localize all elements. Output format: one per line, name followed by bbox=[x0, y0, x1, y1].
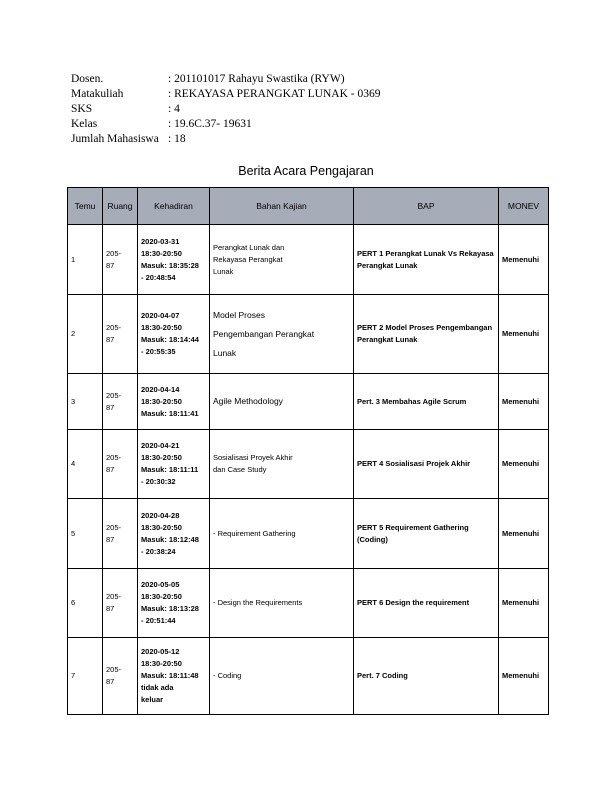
header-bap: BAP bbox=[354, 188, 499, 225]
kehadiran-line: keluar bbox=[141, 695, 164, 704]
ruang-line: 87 bbox=[106, 465, 115, 474]
cell-bahan-kajian bbox=[210, 569, 354, 638]
cell-kehadiran bbox=[138, 499, 210, 569]
cell-kehadiran bbox=[138, 430, 210, 499]
cell-bahan-kajian bbox=[210, 638, 354, 715]
table-row bbox=[68, 638, 549, 715]
bahan-line: - Design the Requirements bbox=[213, 598, 303, 607]
kehadiran-line: Masuk: 18:35:28 bbox=[141, 260, 199, 270]
ruang-line: 87 bbox=[106, 402, 115, 412]
info-value: : REKAYASA PERANGKAT LUNAK - 0369 bbox=[168, 88, 381, 100]
header-monev: MONEV bbox=[499, 188, 549, 225]
kehadiran-line: 18:30-20:50 bbox=[141, 522, 182, 532]
header-temu: Temu bbox=[68, 188, 103, 225]
kehadiran-line: - 20:30:32 bbox=[141, 477, 176, 486]
cell-temu: 6 bbox=[68, 569, 103, 638]
kehadiran-line: Masuk: 18:11:48 bbox=[141, 671, 199, 680]
cell-bap: PERT 6 Design the requirement bbox=[354, 569, 499, 638]
cell-bahan-kajian bbox=[210, 430, 354, 499]
table-row bbox=[68, 374, 549, 430]
cell-temu: 1 bbox=[68, 225, 103, 295]
kehadiran-line: 18:30-20:50 bbox=[141, 396, 182, 406]
cell-temu: 5 bbox=[68, 499, 103, 569]
cell-temu: 7 bbox=[68, 638, 103, 715]
cell-monev: Memenuhi bbox=[499, 499, 549, 569]
ruang-line: 87 bbox=[106, 335, 115, 344]
info-row-jumlah-mahasiswa bbox=[71, 132, 380, 147]
info-row-sks bbox=[71, 102, 380, 117]
kehadiran-line: 2020-04-14 bbox=[141, 384, 180, 394]
ruang-line: 87 bbox=[106, 534, 115, 544]
bahan-line: - Coding bbox=[213, 671, 242, 680]
cell-monev: Memenuhi bbox=[499, 225, 549, 295]
kehadiran-line: 18:30-20:50 bbox=[141, 659, 182, 668]
info-label: Jumlah Mahasiswa bbox=[71, 133, 159, 145]
bahan-line: dan Case Study bbox=[213, 465, 267, 474]
cell-bahan-kajian bbox=[210, 374, 354, 430]
cell-monev: Memenuhi bbox=[499, 569, 549, 638]
header-ruang: Ruang bbox=[103, 188, 138, 225]
cell-ruang bbox=[103, 430, 138, 499]
ruang-line: 87 bbox=[106, 260, 115, 270]
ruang-line: 205- bbox=[106, 390, 122, 400]
bahan-line: Pengembangan Perangkat bbox=[213, 328, 315, 339]
kehadiran-line: Masuk: 18:11:41 bbox=[141, 408, 199, 418]
kehadiran-line: 18:30-20:50 bbox=[141, 248, 182, 258]
table-header-row bbox=[68, 188, 549, 225]
kehadiran-line: 2020-03-31 bbox=[141, 236, 180, 246]
bahan-line: Model Proses bbox=[213, 309, 265, 320]
ruang-line: 87 bbox=[106, 604, 115, 613]
kehadiran-line: 18:30-20:50 bbox=[141, 453, 182, 462]
ruang-line: 205- bbox=[106, 665, 122, 674]
kehadiran-line: 2020-05-05 bbox=[141, 580, 180, 589]
bahan-line: Sosialisasi Proyek Akhir bbox=[213, 453, 293, 462]
cell-ruang bbox=[103, 638, 138, 715]
cell-bahan-kajian bbox=[210, 225, 354, 295]
table-row bbox=[68, 430, 549, 499]
kehadiran-line: - 20:55:35 bbox=[141, 347, 176, 356]
bahan-line: - Requirement Gathering bbox=[213, 528, 296, 538]
cell-monev: Memenuhi bbox=[499, 295, 549, 374]
info-value: : 201101017 Rahayu Swastika (RYW) bbox=[168, 73, 345, 85]
table-row bbox=[68, 225, 549, 295]
info-value: : 4 bbox=[168, 103, 180, 115]
table-row bbox=[68, 295, 549, 374]
kehadiran-line: 2020-04-07 bbox=[141, 311, 180, 320]
ruang-line: 205- bbox=[106, 248, 122, 258]
document-title: Berita Acara Pengajaran bbox=[238, 164, 374, 178]
cell-monev: Memenuhi bbox=[499, 638, 549, 715]
cell-monev: Memenuhi bbox=[499, 374, 549, 430]
cell-temu: 4 bbox=[68, 430, 103, 499]
kehadiran-line: 2020-04-28 bbox=[141, 510, 180, 520]
kehadiran-line: - 20:51:44 bbox=[141, 616, 176, 625]
cell-bap: Pert. 3 Membahas Agile Scrum bbox=[354, 374, 499, 430]
teaching-record-table bbox=[67, 187, 549, 715]
bahan-line: Lunak bbox=[213, 266, 234, 276]
bahan-line: Agile Methodology bbox=[213, 396, 283, 406]
cell-kehadiran bbox=[138, 225, 210, 295]
kehadiran-line: 18:30-20:50 bbox=[141, 592, 182, 601]
ruang-line: 205- bbox=[106, 522, 122, 532]
info-label: Matakuliah bbox=[71, 88, 124, 100]
kehadiran-line: 18:30-20:50 bbox=[141, 323, 182, 332]
header-bahan-kajian: Bahan Kajian bbox=[210, 188, 354, 225]
kehadiran-line: 2020-04-21 bbox=[141, 441, 180, 450]
ruang-line: 205- bbox=[106, 323, 122, 332]
info-row-dosen bbox=[71, 72, 380, 87]
info-label: SKS bbox=[71, 103, 93, 115]
kehadiran-line: - 20:48:54 bbox=[141, 272, 176, 282]
kehadiran-line: Masuk: 18:13:28 bbox=[141, 604, 199, 613]
bahan-line: Rekayasa Perangkat bbox=[213, 254, 283, 264]
course-info bbox=[71, 72, 380, 147]
kehadiran-line: Masuk: 18:12:48 bbox=[141, 534, 199, 544]
cell-bap: PERT 2 Model Proses Pengembangan Perangkat Lunak bbox=[354, 295, 499, 374]
cell-kehadiran bbox=[138, 295, 210, 374]
info-value: : 19.6C.37- 19631 bbox=[168, 118, 252, 130]
table-body bbox=[68, 225, 549, 715]
ruang-line: 87 bbox=[106, 677, 115, 686]
cell-ruang bbox=[103, 374, 138, 430]
cell-ruang bbox=[103, 225, 138, 295]
table-row bbox=[68, 569, 549, 638]
info-label: Dosen. bbox=[71, 73, 104, 85]
cell-bap: PERT 4 Sosialisasi Projek Akhir bbox=[354, 430, 499, 499]
cell-monev: Memenuhi bbox=[499, 430, 549, 499]
cell-ruang bbox=[103, 295, 138, 374]
kehadiran-line: - 20:38:24 bbox=[141, 546, 176, 556]
kehadiran-line: Masuk: 18:11:11 bbox=[141, 465, 199, 474]
header-kehadiran: Kehadiran bbox=[138, 188, 210, 225]
ruang-line: 205- bbox=[106, 453, 122, 462]
cell-bahan-kajian bbox=[210, 499, 354, 569]
info-value: : 18 bbox=[168, 133, 186, 145]
cell-ruang bbox=[103, 499, 138, 569]
table-row bbox=[68, 499, 549, 569]
cell-bahan-kajian bbox=[210, 295, 354, 374]
cell-kehadiran bbox=[138, 569, 210, 638]
ruang-line: 205- bbox=[106, 592, 122, 601]
cell-bap: PERT 5 Requirement Gathering (Coding) bbox=[354, 499, 499, 569]
cell-ruang bbox=[103, 569, 138, 638]
info-row-matakuliah bbox=[71, 87, 380, 102]
cell-bap: Pert. 7 Coding bbox=[354, 638, 499, 715]
cell-kehadiran bbox=[138, 638, 210, 715]
kehadiran-line: Masuk: 18:14:44 bbox=[141, 335, 199, 344]
cell-kehadiran bbox=[138, 374, 210, 430]
info-label: Kelas bbox=[71, 118, 98, 130]
cell-temu: 2 bbox=[68, 295, 103, 374]
cell-temu: 3 bbox=[68, 374, 103, 430]
info-row-kelas bbox=[71, 117, 380, 132]
kehadiran-line: tidak ada bbox=[141, 683, 174, 692]
cell-bap: PERT 1 Perangkat Lunak Vs Rekayasa Perangkat Lunak bbox=[354, 225, 499, 295]
bahan-line: Perangkat Lunak dan bbox=[213, 242, 285, 252]
kehadiran-line: 2020-05-12 bbox=[141, 647, 180, 656]
bahan-line: Lunak bbox=[213, 347, 237, 358]
